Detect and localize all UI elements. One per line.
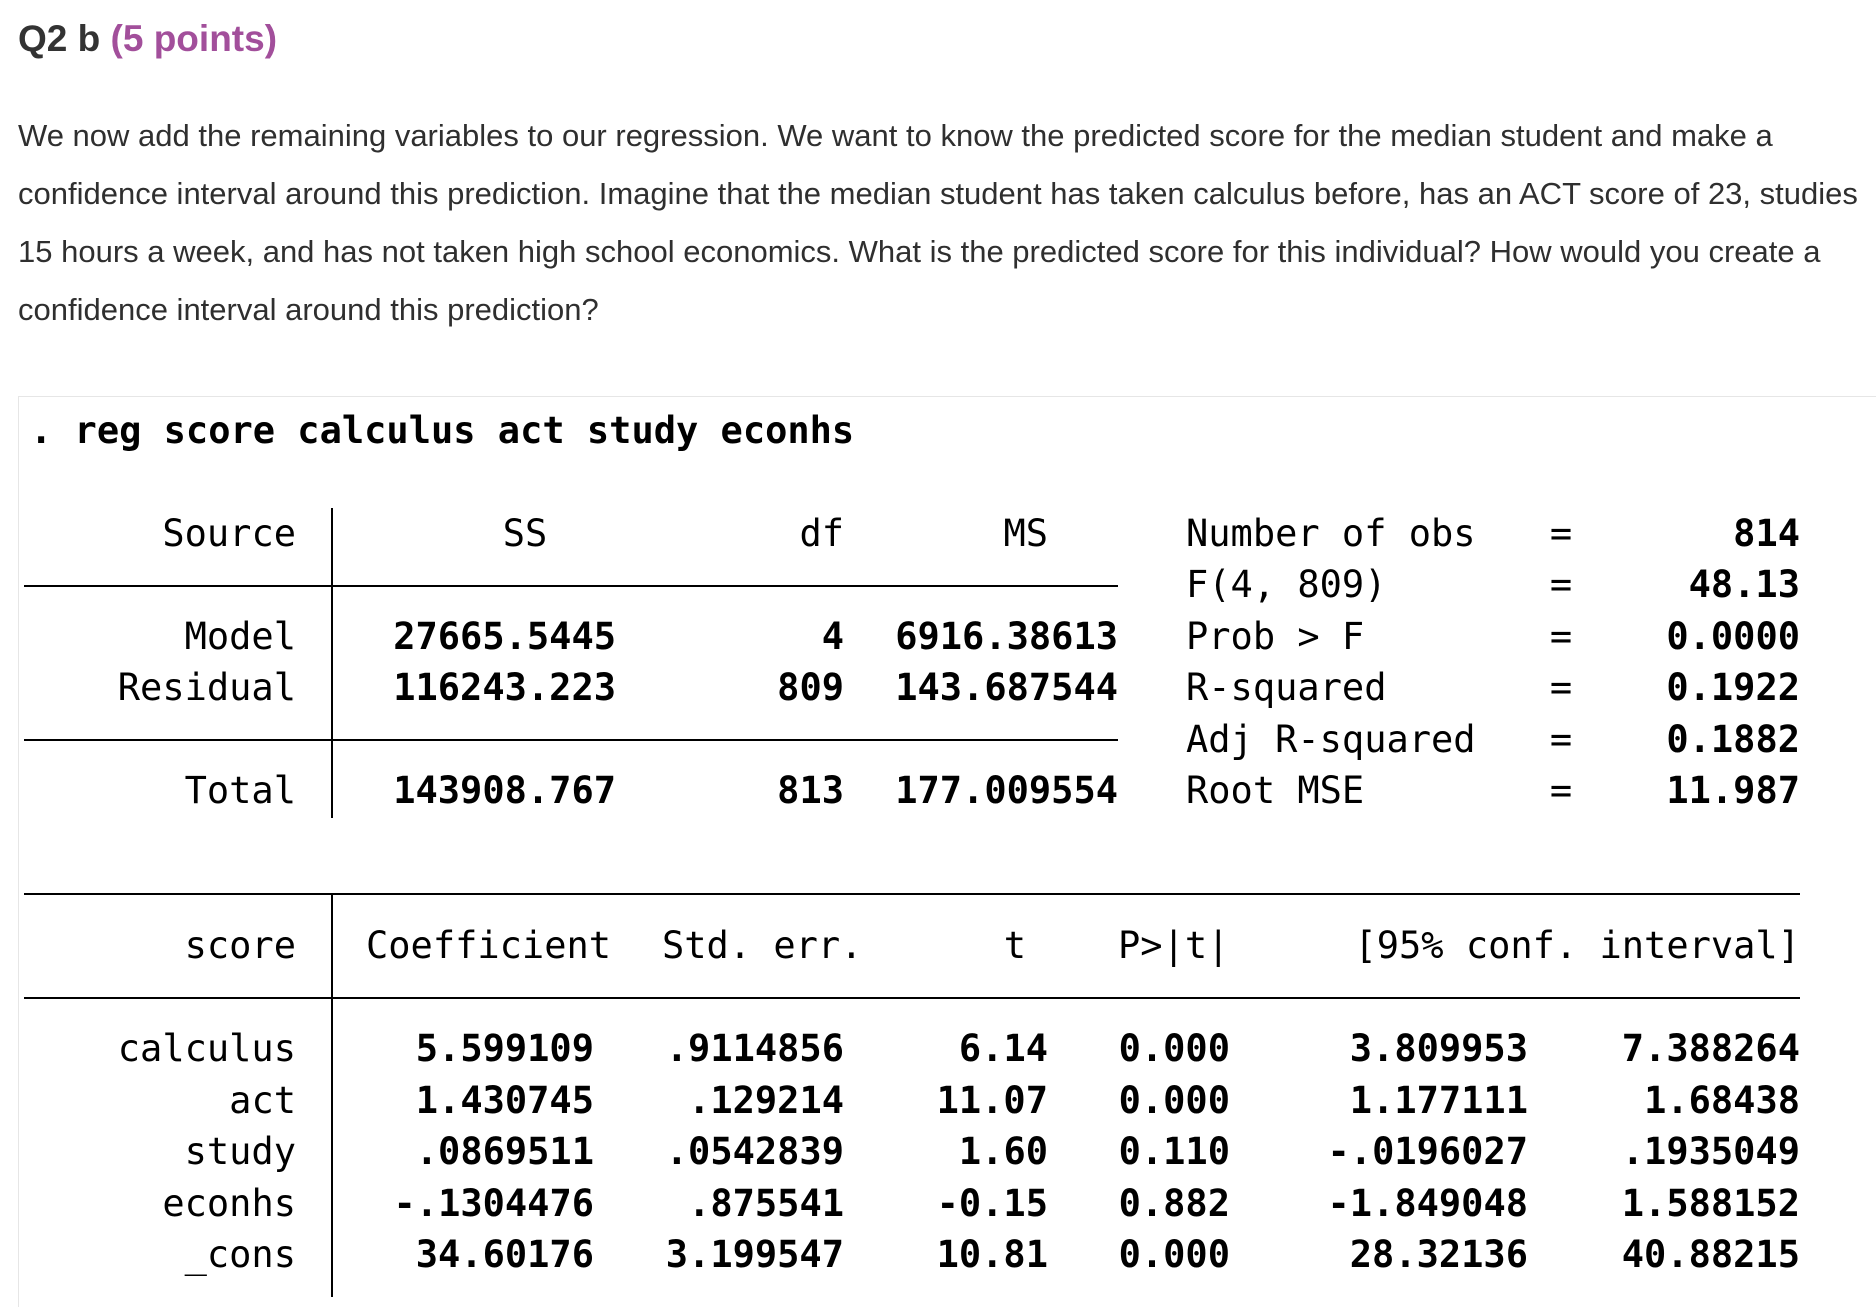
stat-nobs-label: Number of obs xyxy=(1186,512,1476,555)
question-title: Q2 b xyxy=(18,18,101,59)
stat-rmse-eq: = xyxy=(1549,769,1573,812)
anova-total-ms: 177.009554 xyxy=(895,769,1118,812)
question-points: (5 points) xyxy=(110,18,278,59)
anova-model-ss: 27665.5445 xyxy=(393,615,616,658)
coef-row-ci-lower: 3.809953 xyxy=(1349,1027,1528,1070)
coef-row-p: 0.110 xyxy=(1118,1130,1230,1173)
coef-row-var: econhs xyxy=(162,1182,296,1225)
stat-adjrsq-label: Adj R-squared xyxy=(1186,718,1476,761)
coef-row-var: study xyxy=(184,1130,296,1173)
coef-rule-top xyxy=(24,893,1800,895)
coef-row-var: calculus xyxy=(117,1027,296,1070)
coef-row-stderr: .0542839 xyxy=(665,1130,844,1173)
stat-f-label: F(4, 809) xyxy=(1186,563,1387,606)
coef-row-t: -0.15 xyxy=(936,1182,1048,1225)
coef-row-stderr: .875541 xyxy=(688,1182,844,1225)
coef-header-var: score xyxy=(184,924,296,967)
coef-row-p: 0.882 xyxy=(1118,1182,1230,1225)
coef-row-coefficient: 5.599109 xyxy=(415,1027,594,1070)
stat-probf-label: Prob > F xyxy=(1186,615,1365,658)
stat-probf-value: 0.0000 xyxy=(1666,615,1800,658)
stat-rsq-label: R-squared xyxy=(1186,666,1387,709)
coef-row-ci-lower: -1.849048 xyxy=(1327,1182,1528,1225)
coef-row-p: 0.000 xyxy=(1118,1027,1230,1070)
anova-total-df: 813 xyxy=(777,769,844,812)
coef-header-coefficient: Coefficient xyxy=(366,924,612,967)
stata-command: . reg score calculus act study econhs xyxy=(30,409,855,452)
coef-header-t: t xyxy=(1003,924,1026,967)
coef-row-ci-upper: 40.88215 xyxy=(1621,1233,1800,1276)
stat-rsq-value: 0.1922 xyxy=(1666,666,1800,709)
coef-rule-mid xyxy=(24,997,1800,999)
stat-rsq-eq: = xyxy=(1549,666,1573,709)
anova-model-df: 4 xyxy=(821,615,844,658)
coef-row-t: 11.07 xyxy=(936,1079,1048,1122)
stat-f-eq: = xyxy=(1549,563,1573,606)
stat-probf-eq: = xyxy=(1549,615,1573,658)
coef-row-coefficient: -.1304476 xyxy=(393,1182,594,1225)
coef-row-stderr: 3.199547 xyxy=(665,1233,844,1276)
coef-row-t: 10.81 xyxy=(936,1233,1048,1276)
stat-nobs-eq: = xyxy=(1549,512,1573,555)
coef-row-ci-upper: .1935049 xyxy=(1621,1130,1800,1173)
coef-row-coefficient: 34.60176 xyxy=(415,1233,594,1276)
coef-row-ci-upper: 1.588152 xyxy=(1621,1182,1800,1225)
coef-row-ci-upper: 1.68438 xyxy=(1644,1079,1800,1122)
anova-header-source: Source xyxy=(162,512,296,555)
coef-row-var: act xyxy=(229,1079,296,1122)
coef-header-stderr: Std. err. xyxy=(662,924,863,967)
coef-header-p: P>|t| xyxy=(1118,924,1230,967)
coef-row-stderr: .9114856 xyxy=(665,1027,844,1070)
stat-nobs-value: 814 xyxy=(1733,512,1800,555)
coef-row-t: 1.60 xyxy=(958,1130,1048,1173)
question-prompt: We now add the remaining variables to our regression. We want to know the predicted score for the median student and make a confidence interval around this prediction. Imagine that the median student has taken calculus before, has an ACT score of 23, studies 15 hours a week, and has not taken high school economics. What is the predicted score for this individual? How would you create a confidence interval around this prediction? xyxy=(18,118,1858,327)
coef-row-p: 0.000 xyxy=(1118,1233,1230,1276)
anova-residual-ms: 143.687544 xyxy=(895,666,1118,709)
stat-rmse-value: 11.987 xyxy=(1666,769,1800,812)
coef-divider xyxy=(331,894,333,1297)
anova-header-ms: MS xyxy=(1003,512,1048,555)
coef-row-ci-upper: 7.388264 xyxy=(1621,1027,1800,1070)
stat-adjrsq-eq: = xyxy=(1549,718,1573,761)
anova-header-df: df xyxy=(799,512,844,555)
coef-row-ci-lower: -.0196027 xyxy=(1327,1130,1528,1173)
coef-row-stderr: .129214 xyxy=(688,1079,844,1122)
anova-header-ss: SS xyxy=(502,512,548,555)
coef-row-ci-lower: 28.32136 xyxy=(1349,1233,1528,1276)
stat-f-value: 48.13 xyxy=(1688,563,1800,606)
anova-residual-label: Residual xyxy=(117,666,296,709)
anova-divider xyxy=(331,508,333,818)
anova-residual-ss: 116243.223 xyxy=(393,666,616,709)
anova-rule-top xyxy=(24,585,1118,587)
coef-header-ci: [95% conf. interval] xyxy=(1354,924,1800,967)
anova-model-label: Model xyxy=(184,615,296,658)
anova-total-label: Total xyxy=(184,769,296,812)
coef-row-ci-lower: 1.177111 xyxy=(1349,1079,1528,1122)
coef-row-var: _cons xyxy=(184,1233,296,1276)
anova-residual-df: 809 xyxy=(777,666,844,709)
stat-rmse-label: Root MSE xyxy=(1186,769,1365,812)
coef-row-p: 0.000 xyxy=(1118,1079,1230,1122)
stat-adjrsq-value: 0.1882 xyxy=(1666,718,1800,761)
anova-total-ss: 143908.767 xyxy=(393,769,616,812)
coef-row-t: 6.14 xyxy=(958,1027,1048,1070)
question-heading xyxy=(18,18,277,60)
anova-rule-bottom xyxy=(24,739,1118,741)
anova-model-ms: 6916.38613 xyxy=(895,615,1118,658)
coef-row-coefficient: .0869511 xyxy=(415,1130,594,1173)
coef-row-coefficient: 1.430745 xyxy=(415,1079,594,1122)
